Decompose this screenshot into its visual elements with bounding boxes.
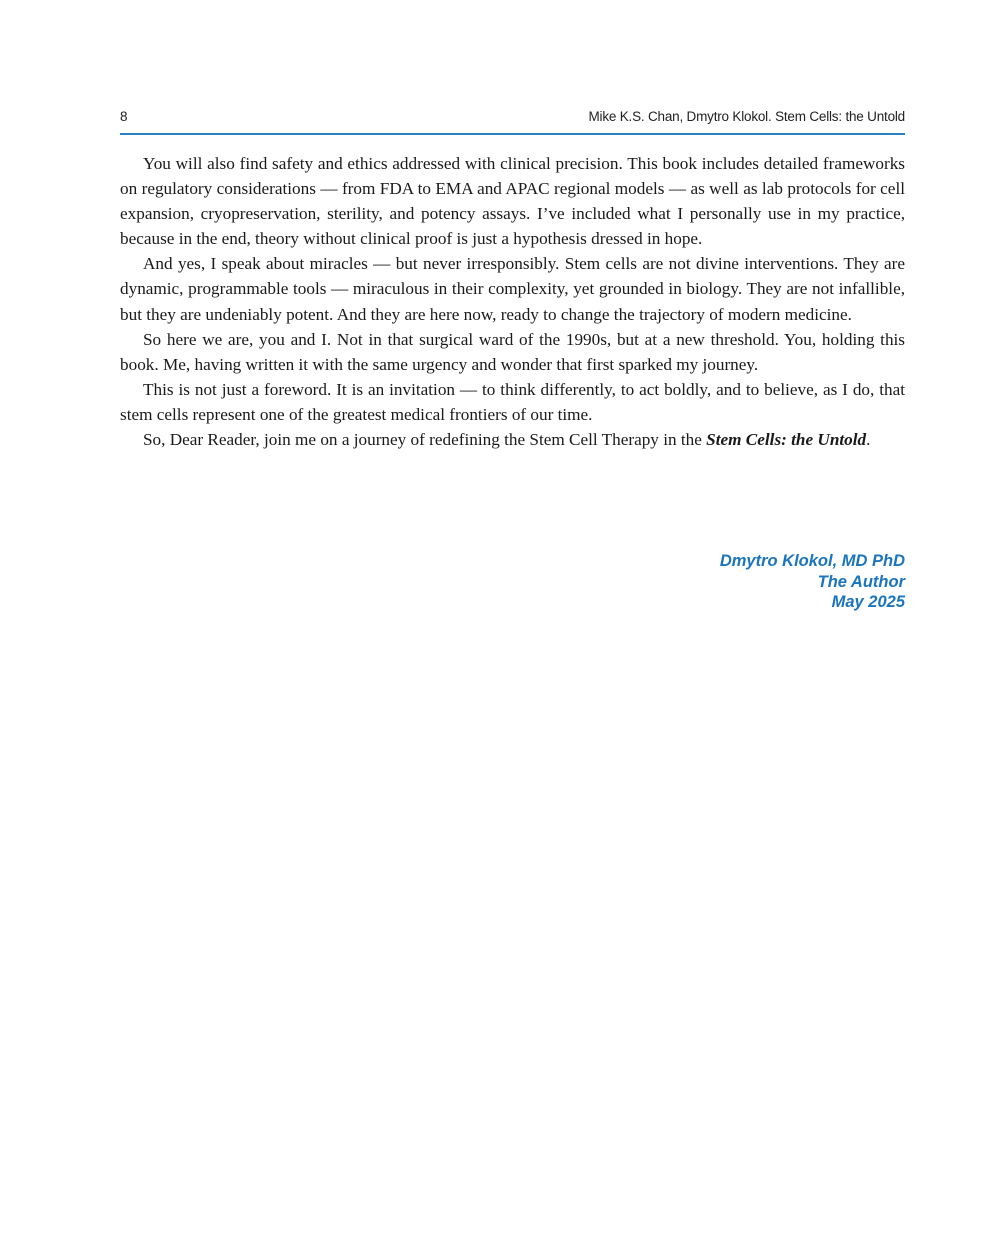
author-name: Dmytro Klokol, MD PhD — [719, 552, 905, 570]
paragraph-threshold: So here we are, you and I. Not in that surgical ward of the 1990s, but at a new threshold. You, holding this book. Me, having written it with the same urgency and wonder that first sparked my journey. — [120, 329, 905, 374]
header-rule — [120, 133, 905, 135]
page-number: 8 — [120, 109, 128, 124]
running-head — [120, 109, 905, 131]
paragraph-closing — [120, 427, 905, 452]
running-title: Mike K.S. Chan, Dmytro Klokol. Stem Cells: the Untold — [588, 109, 905, 124]
paragraph-safety-ethics: You will also find safety and ethics addressed with clinical precision. This book includes detailed frameworks on regulatory considerations — from FDA to EMA and APAC regional models — as well as lab protocols for cell expansion, cryopreservation, sterility, and potency assays. I’ve included what I personally use in my practice, because in the end, theory without clinical proof is just a hypothesis dressed in hope. — [120, 154, 905, 249]
body-text — [120, 151, 905, 452]
signature-block — [720, 551, 905, 613]
signature-date: May 2025 — [831, 593, 905, 611]
author-role: The Author — [817, 572, 905, 591]
paragraph-invitation: This is not just a foreword. It is an invitation — to think differently, to act boldly, and to believe, as I do, that stem cells represent one of the greatest medical frontiers of our time. — [120, 379, 905, 424]
book-title: Stem Cells: the Untold — [706, 430, 867, 450]
closing-text: So, Dear Reader, join me on a journey of redefining the Stem Cell Therapy in the — [143, 430, 707, 450]
paragraph-miracles: And yes, I speak about miracles — but never irresponsibly. Stem cells are not divine interventions. They are dynamic, programmable tools — miraculous in their complexity, yet grounded in biology. They are not infallible, but they are undeniably potent. And they are here now, ready to change the trajectory of modern medicine. — [120, 254, 905, 324]
closing-period: . — [866, 430, 871, 450]
